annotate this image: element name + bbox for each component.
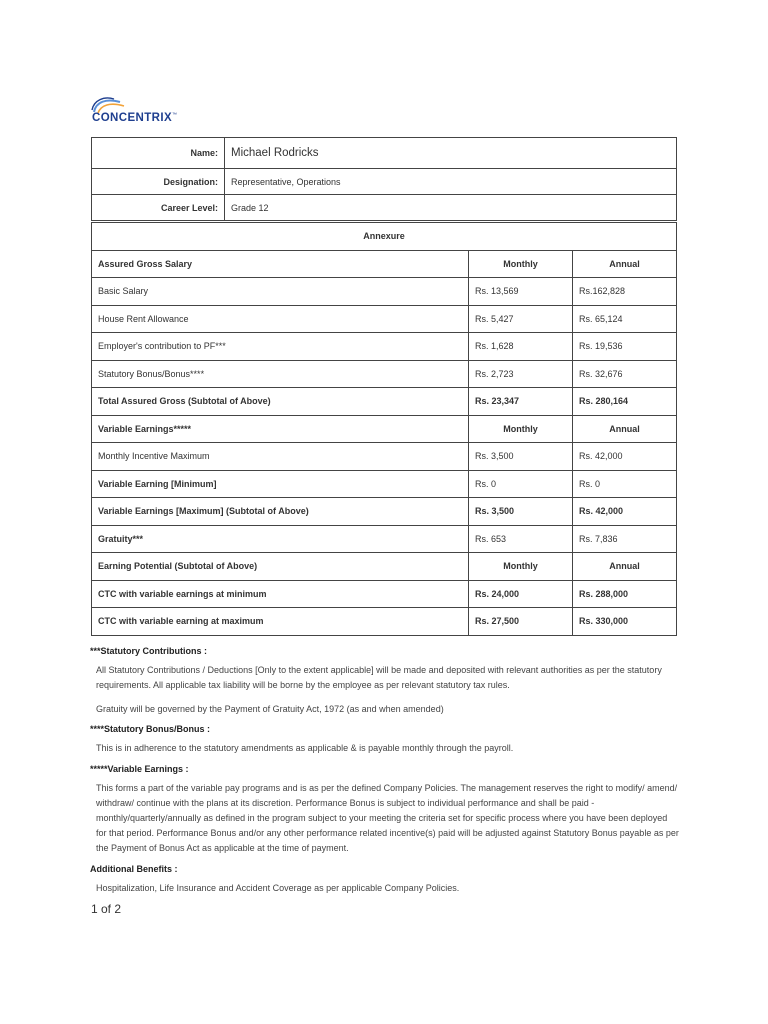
row-label: Variable Earnings***** bbox=[92, 415, 469, 443]
annexure-title-row bbox=[92, 223, 677, 251]
statutory-contributions-text: All Statutory Contributions / Deductions [Only to the extent applicable] will be made and deposited with relevant authorities as per the statutory requirements. All applicable tax liability will be borne by the employee as per relevant statutory tax rules. bbox=[96, 665, 662, 690]
variable-earnings-heading: *****Variable Earnings : bbox=[90, 764, 189, 774]
row-annual: Rs. 0 bbox=[573, 470, 677, 498]
annexure-row bbox=[92, 525, 677, 553]
annexure-row bbox=[92, 305, 677, 333]
statutory-bonus-text: This is in adherence to the statutory amendments as applicable & is payable monthly through the payroll. bbox=[96, 743, 514, 753]
annexure-title: Annexure bbox=[92, 223, 677, 251]
annexure-row bbox=[92, 360, 677, 388]
row-monthly: Rs. 0 bbox=[469, 470, 573, 498]
row-annual: Rs. 65,124 bbox=[573, 305, 677, 333]
statutory-bonus-heading: ****Statutory Bonus/Bonus : bbox=[90, 724, 211, 734]
row-monthly: Rs. 3,500 bbox=[469, 498, 573, 526]
row-label: Gratuity*** bbox=[92, 525, 469, 553]
annexure-row bbox=[92, 443, 677, 471]
career-level-row bbox=[92, 195, 677, 221]
annexure-row bbox=[92, 415, 677, 443]
annexure-row bbox=[92, 580, 677, 608]
row-label: Basic Salary bbox=[92, 278, 469, 306]
page-indicator: 1 of 2 bbox=[91, 902, 122, 916]
employee-info-table bbox=[91, 137, 677, 221]
row-monthly: Rs. 27,500 bbox=[469, 608, 573, 636]
annexure-row bbox=[92, 553, 677, 581]
notes-section bbox=[90, 644, 680, 896]
row-label: Employer's contribution to PF*** bbox=[92, 333, 469, 361]
trademark-icon: ™ bbox=[172, 112, 178, 119]
row-annual: Rs. 288,000 bbox=[573, 580, 677, 608]
career-level-label: Career Level: bbox=[92, 195, 225, 221]
row-annual: Rs. 32,676 bbox=[573, 360, 677, 388]
logo-text: CONCENTRIX™ bbox=[92, 112, 178, 124]
annexure-row bbox=[92, 388, 677, 416]
annexure-table bbox=[91, 222, 677, 636]
row-label: Statutory Bonus/Bonus**** bbox=[92, 360, 469, 388]
additional-benefits-text: Hospitalization, Life Insurance and Accident Coverage as per applicable Company Policies. bbox=[96, 883, 460, 893]
row-label: Variable Earning [Minimum] bbox=[92, 470, 469, 498]
gratuity-text: Gratuity will be governed by the Payment of Gratuity Act, 1972 (as and when amended) bbox=[96, 704, 444, 714]
annexure-row bbox=[92, 608, 677, 636]
career-level-value: Grade 12 bbox=[225, 195, 677, 221]
company-logo bbox=[90, 96, 200, 128]
row-monthly: Rs. 24,000 bbox=[469, 580, 573, 608]
row-monthly: Rs. 5,427 bbox=[469, 305, 573, 333]
row-monthly: Monthly bbox=[469, 553, 573, 581]
row-label: Total Assured Gross (Subtotal of Above) bbox=[92, 388, 469, 416]
row-label: CTC with variable earning at maximum bbox=[92, 608, 469, 636]
row-annual: Rs. 280,164 bbox=[573, 388, 677, 416]
annexure-row bbox=[92, 250, 677, 278]
annexure-row bbox=[92, 278, 677, 306]
annexure-row bbox=[92, 470, 677, 498]
row-annual: Rs. 42,000 bbox=[573, 443, 677, 471]
row-monthly: Rs. 3,500 bbox=[469, 443, 573, 471]
row-label: Variable Earnings [Maximum] (Subtotal of Above) bbox=[92, 498, 469, 526]
row-monthly: Rs. 23,347 bbox=[469, 388, 573, 416]
name-value: Michael Rodricks bbox=[225, 138, 677, 169]
additional-benefits-heading: Additional Benefits : bbox=[90, 864, 178, 874]
row-monthly: Rs. 653 bbox=[469, 525, 573, 553]
row-annual: Rs. 19,536 bbox=[573, 333, 677, 361]
variable-earnings-text: This forms a part of the variable pay programs and is as per the defined Company Policies. The management reserves the right to modify/ amend/ withdraw/ continue with the plans at its discretion. Performance Bonus is subject to individual performance and shall be paid - monthly/quarterly/annually as defined in the program subject to your meeting the criteria set for specific process where you have been deployed for that period. Performance Bonus and/or any other performance related incentive(s) paid will be adjusted against Statutory Bonus payable as per the Payment of Bonus Act as applicable at the time of payment. bbox=[96, 783, 679, 853]
row-monthly: Rs. 13,569 bbox=[469, 278, 573, 306]
row-annual: Rs.162,828 bbox=[573, 278, 677, 306]
row-monthly: Monthly bbox=[469, 250, 573, 278]
designation-row bbox=[92, 169, 677, 195]
row-annual: Rs. 7,836 bbox=[573, 525, 677, 553]
designation-value: Representative, Operations bbox=[225, 169, 677, 195]
name-label: Name: bbox=[92, 138, 225, 169]
row-label: CTC with variable earnings at minimum bbox=[92, 580, 469, 608]
row-annual: Rs. 330,000 bbox=[573, 608, 677, 636]
statutory-contributions-heading: ***Statutory Contributions : bbox=[90, 646, 207, 656]
row-monthly: Monthly bbox=[469, 415, 573, 443]
row-monthly: Rs. 1,628 bbox=[469, 333, 573, 361]
row-label: Earning Potential (Subtotal of Above) bbox=[92, 553, 469, 581]
row-label: Monthly Incentive Maximum bbox=[92, 443, 469, 471]
row-annual: Annual bbox=[573, 250, 677, 278]
row-label: Assured Gross Salary bbox=[92, 250, 469, 278]
row-label: House Rent Allowance bbox=[92, 305, 469, 333]
row-annual: Annual bbox=[573, 415, 677, 443]
row-annual: Rs. 42,000 bbox=[573, 498, 677, 526]
annexure-row bbox=[92, 333, 677, 361]
name-row bbox=[92, 138, 677, 169]
annexure-row bbox=[92, 498, 677, 526]
designation-label: Designation: bbox=[92, 169, 225, 195]
row-annual: Annual bbox=[573, 553, 677, 581]
row-monthly: Rs. 2,723 bbox=[469, 360, 573, 388]
